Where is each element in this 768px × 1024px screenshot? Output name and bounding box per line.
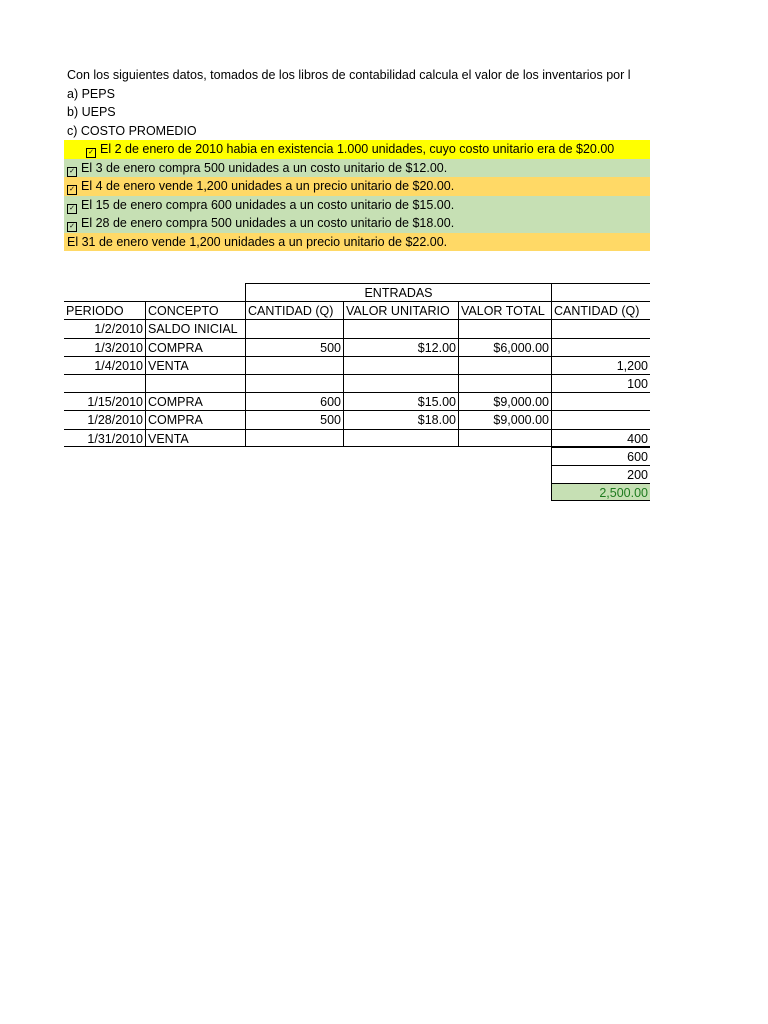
option-c: c) COSTO PROMEDIO bbox=[67, 123, 197, 138]
cell-valor-total bbox=[458, 356, 551, 374]
fact-line: ✓ El 3 de enero compra 500 unidades a un costo unitario de $12.00. bbox=[64, 159, 650, 178]
cell-periodo: 1/2/2010 bbox=[64, 319, 145, 337]
cell-periodo: 1/15/2010 bbox=[64, 392, 145, 410]
option-b: b) UEPS bbox=[67, 105, 116, 119]
cell-concepto: COMPRA bbox=[145, 392, 245, 410]
cell-valor-unitario bbox=[343, 429, 458, 447]
cell-cantidad-salidas bbox=[551, 338, 650, 356]
checkbox-icon: ✓ bbox=[67, 185, 77, 195]
checkbox-icon: ✓ bbox=[67, 167, 77, 177]
cell-valor-unitario bbox=[343, 319, 458, 337]
cell-concepto: VENTA bbox=[145, 356, 245, 374]
cell-valor-total: $9,000.00 bbox=[458, 392, 551, 410]
cell-cantidad-salidas: 1,200 bbox=[551, 356, 650, 374]
cell-concepto: COMPRA bbox=[145, 410, 245, 428]
cell-concepto: VENTA bbox=[145, 429, 245, 447]
cell-valor-total bbox=[458, 429, 551, 447]
header-valor-unitario: VALOR UNITARIO bbox=[343, 301, 458, 319]
group-header-empty bbox=[551, 283, 650, 301]
cell-valor-total bbox=[458, 319, 551, 337]
cell-periodo: 1/28/2010 bbox=[64, 410, 145, 428]
fact-line: ✓ El 4 de enero vende 1,200 unidades a un precio unitario de $20.00. bbox=[64, 177, 650, 196]
cell-cantidad bbox=[245, 374, 343, 392]
cell-valor-total: $6,000.00 bbox=[458, 338, 551, 356]
cell-cantidad-salidas bbox=[551, 410, 650, 428]
header-periodo: PERIODO bbox=[64, 301, 145, 319]
cell-periodo: 1/31/2010 bbox=[64, 429, 145, 447]
cell-concepto: COMPRA bbox=[145, 338, 245, 356]
fact-line: ✓ El 2 de enero de 2010 habia en existencia 1.000 unidades, cuyo costo unitario era de $20.00 bbox=[64, 140, 650, 159]
header-cantidad: CANTIDAD (Q) bbox=[245, 301, 343, 319]
cell-valor-unitario bbox=[343, 374, 458, 392]
cell-cantidad-salidas: 100 bbox=[551, 374, 650, 392]
group-header-entradas: ENTRADAS bbox=[245, 283, 551, 301]
cell-periodo: 1/3/2010 bbox=[64, 338, 145, 356]
cell-valor-unitario: $18.00 bbox=[343, 410, 458, 428]
cell-periodo bbox=[64, 374, 145, 392]
cell-cantidad: 500 bbox=[245, 338, 343, 356]
cell-valor-unitario: $15.00 bbox=[343, 392, 458, 410]
cell-periodo: 1/4/2010 bbox=[64, 356, 145, 374]
cell-cantidad-salidas bbox=[551, 319, 650, 337]
header-valor-total: VALOR TOTAL bbox=[458, 301, 551, 319]
fact-line: ✓ El 15 de enero compra 600 unidades a un costo unitario de $15.00. bbox=[64, 196, 650, 215]
cell-cantidad-salidas bbox=[551, 392, 650, 410]
instructions bbox=[64, 66, 650, 251]
question-text: Con los siguientes datos, tomados de los libros de contabilidad calcula el valor de los inventarios por l bbox=[67, 68, 631, 82]
fact-line: ✓ El 28 de enero compra 500 unidades a un costo unitario de $18.00. bbox=[64, 214, 650, 233]
checkbox-icon: ✓ bbox=[67, 204, 77, 214]
cell-cantidad: 500 bbox=[245, 410, 343, 428]
checkbox-icon: ✓ bbox=[86, 148, 96, 158]
cell-cantidad bbox=[245, 356, 343, 374]
cell-cantidad-salidas: 600 bbox=[551, 447, 650, 465]
cell-valor-total: $9,000.00 bbox=[458, 410, 551, 428]
fact-line: El 31 de enero vende 1,200 unidades a un precio unitario de $22.00. bbox=[64, 233, 650, 252]
cell-concepto: SALDO INICIAL bbox=[145, 319, 245, 337]
header-concepto: CONCEPTO bbox=[145, 301, 245, 319]
cell-cantidad-salidas: 200 bbox=[551, 465, 650, 483]
option-a: a) PEPS bbox=[67, 86, 115, 101]
cell-cantidad bbox=[245, 429, 343, 447]
cell-valor-unitario bbox=[343, 356, 458, 374]
cell-valor-unitario: $12.00 bbox=[343, 338, 458, 356]
inventory-table bbox=[64, 283, 650, 523]
cell-valor-total bbox=[458, 374, 551, 392]
cell-cantidad: 600 bbox=[245, 392, 343, 410]
header-cantidad-salidas: CANTIDAD (Q) bbox=[551, 301, 650, 319]
cell-cantidad bbox=[245, 319, 343, 337]
cell-cantidad-salidas: 400 bbox=[551, 429, 650, 447]
cell-concepto bbox=[145, 374, 245, 392]
checkbox-icon: ✓ bbox=[67, 222, 77, 232]
total-cell: 2,500.00 bbox=[551, 483, 650, 501]
